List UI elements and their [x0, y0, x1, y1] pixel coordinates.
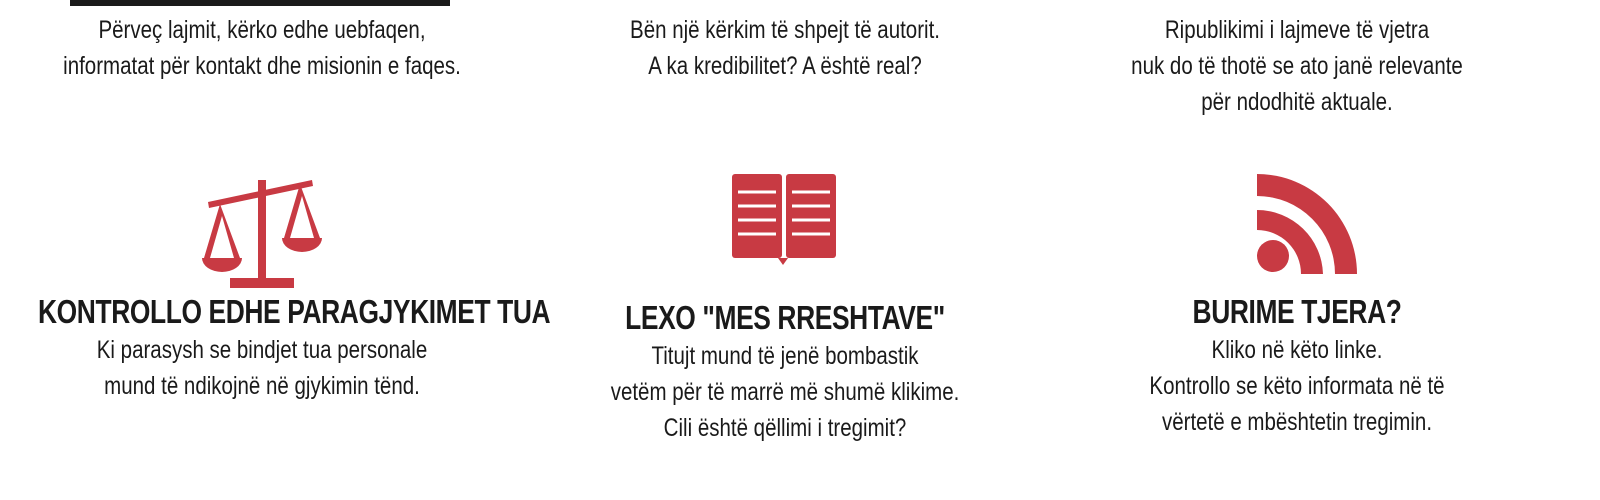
body-line: mund të ndikojnë në gjykimin tënd.: [104, 372, 420, 400]
top-line: nuk do të thotë se ato janë relevante: [1131, 52, 1463, 80]
top-line: Përveç lajmit, kërko edhe uebfaqen,: [98, 16, 426, 44]
rss-feed-icon: [1255, 172, 1360, 277]
heading: LEXO "MES RRESHTAVE": [625, 299, 945, 336]
body-line: Cili është qëllimi i tregimit?: [663, 414, 907, 442]
column-1-bottom: [0, 292, 551, 404]
top-line: informatat për kontakt dhe misionin e faqes.: [63, 52, 461, 80]
body-line: Titujt mund të jenë bombastik: [651, 342, 919, 370]
body-line: Ki parasysh se bindjet tua personale: [96, 336, 428, 364]
clipped-heading: [70, 0, 450, 6]
column-2-bottom: [505, 298, 1065, 446]
top-line: Ripublikimi i lajmeve të vjetra: [1164, 16, 1430, 44]
top-line: për ndodhitë aktuale.: [1201, 88, 1393, 116]
column-1: [0, 12, 542, 84]
body-line: vetëm për të marrë më shumë klikime.: [610, 378, 960, 406]
top-line: Bën një kërkim të shpejt të autorit.: [630, 16, 940, 44]
open-book-icon: [730, 172, 840, 267]
body-line: Kontrollo se këto informata në të: [1149, 372, 1445, 400]
body-line: vërtetë e mbështetin tregimin.: [1161, 408, 1433, 436]
column-2: [505, 12, 1065, 84]
body-line: Kliko në këto linke.: [1211, 336, 1383, 364]
column-3: [1017, 12, 1577, 120]
heading: KONTROLLO EDHE PARAGJYKIMET TUA: [38, 293, 551, 330]
heading: BURIME TJERA?: [1192, 293, 1402, 330]
scales-icon: [200, 172, 325, 292]
top-line: A ka kredibilitet? A është real?: [648, 52, 922, 80]
column-3-bottom: [1017, 292, 1577, 440]
